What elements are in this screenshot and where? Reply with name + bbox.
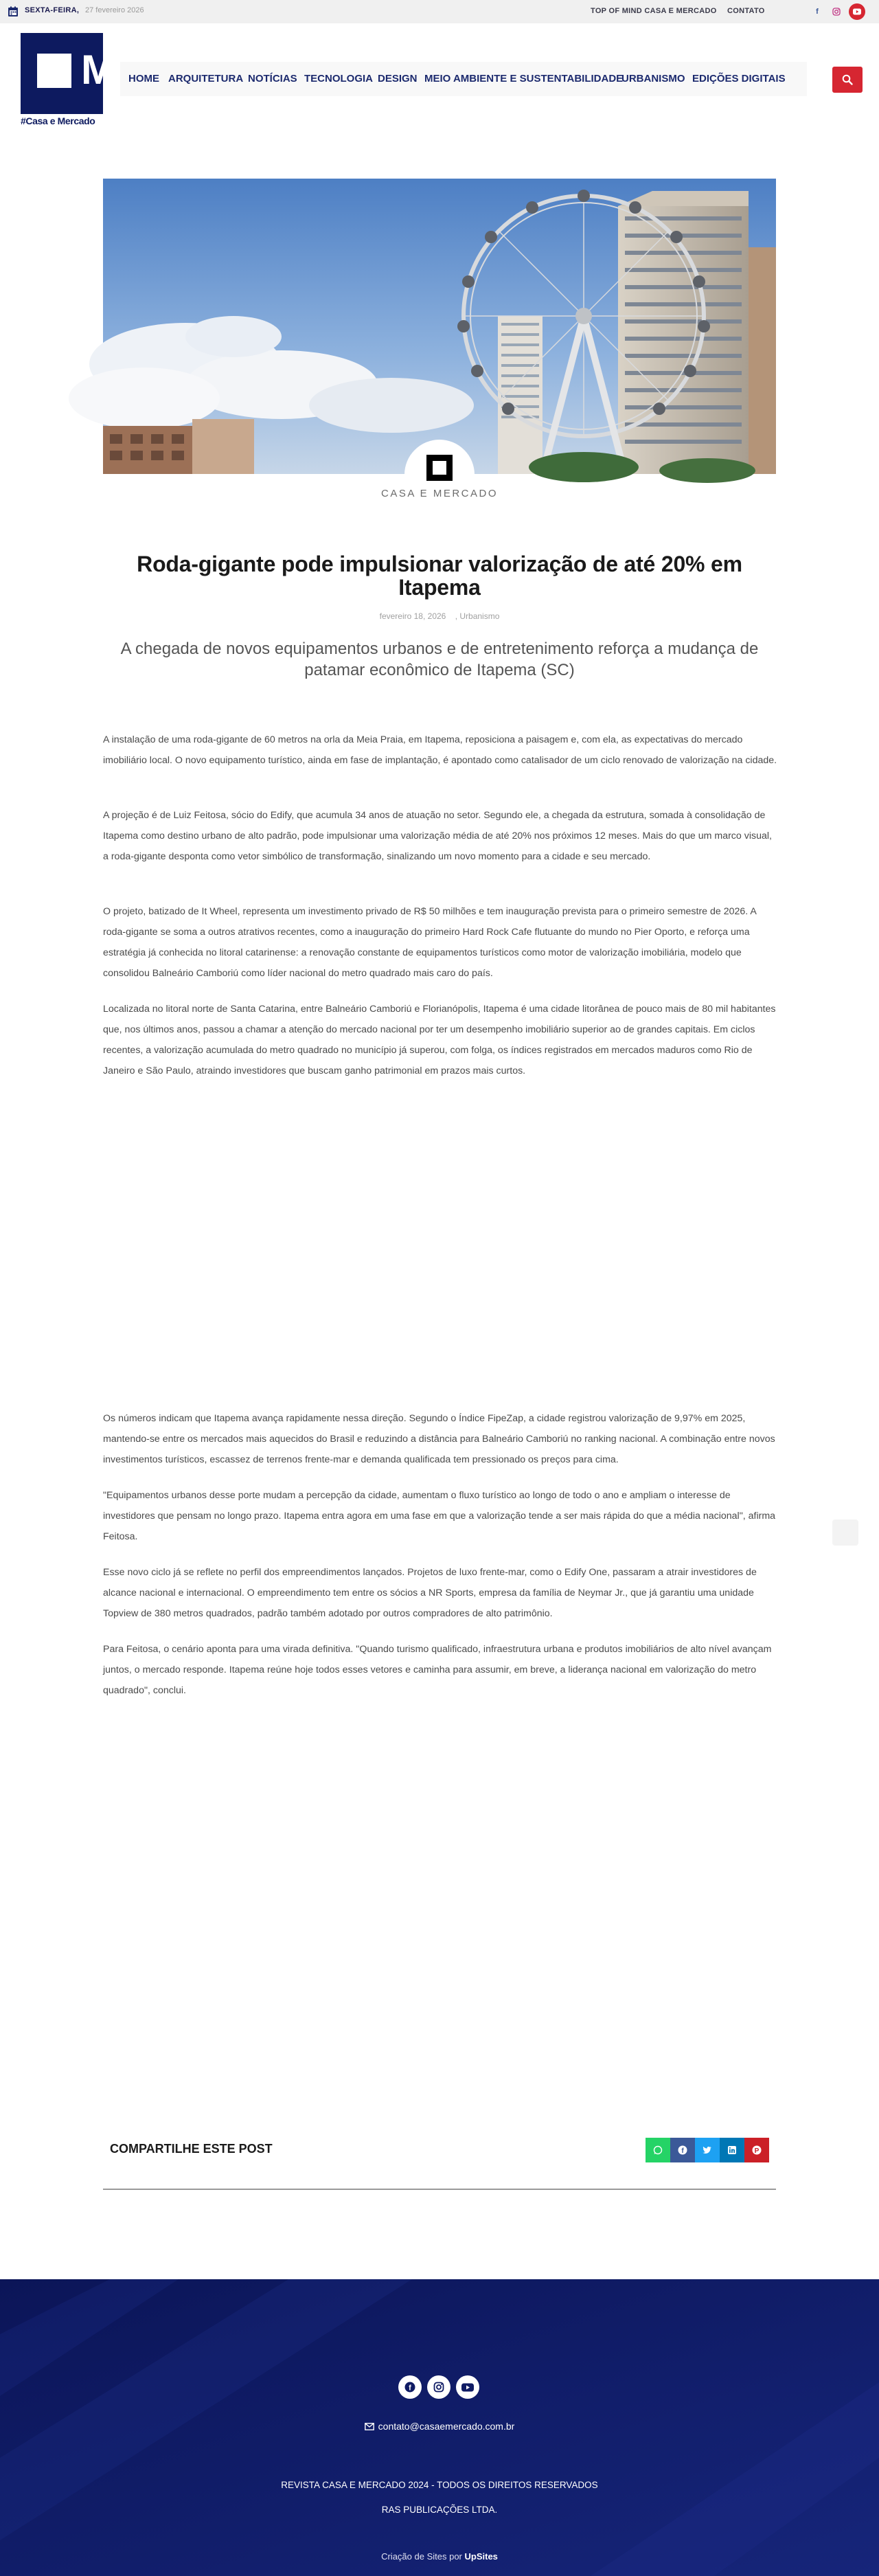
facebook-icon[interactable] [398, 2375, 422, 2399]
current-date: 27 fevereiro 2026 [85, 6, 144, 14]
search-button[interactable] [832, 67, 863, 93]
article-title: Roda-gigante pode impulsionar valorização de até 20% em Itapema [137, 552, 742, 600]
hero-image [103, 179, 776, 474]
twitter-icon [703, 2146, 712, 2154]
linkedin-icon [728, 2146, 736, 2154]
current-day: SEXTA-FEIRA, [25, 6, 80, 14]
article-subtitle: A chegada de novos equipamentos urbanos e de entretenimento reforça a mudança de patamar econômico de Itapema (SC) [120, 640, 759, 679]
share-linkedin-button[interactable] [720, 2138, 744, 2162]
svg-text:P: P [754, 2147, 760, 2155]
nav-item-tecnologia[interactable]: TECNOLOGIA [304, 73, 373, 84]
nav-item-design[interactable]: DESIGN [378, 73, 418, 84]
article-paragraph: O projeto, batizado de It Wheel, representa um investimento privado de R$ 50 milhões e tem inauguração prevista para o primeiro semestre de 2026. A roda-gigante se soma a outros atrativos recentes, como a inauguração do primeiro Hard Rock Cafe flutuante do mundo no Pier Oporto, e reforça uma estratégia já conhecida no litoral catarinense: a renovação constante de equipamentos turísticos como motor de valorização imobiliária, modelo que consolidou Balneário Camboriú como líder nacional do metro quadrado mais caro do país. [103, 906, 757, 979]
main-navigation [120, 62, 807, 96]
youtube-icon[interactable] [456, 2375, 479, 2399]
article-meta [0, 611, 879, 621]
footer-credit: Criação de Sites por UpSites [381, 2551, 498, 2562]
logo-mark: M [21, 33, 103, 114]
article-paragraph: Para Feitosa, o cenário aponta para uma virada definitiva. "Quando turismo qualificado, infraestrutura urbana e produtos imobiliários de alto nível avançam juntos, o mercado responde. Itapema reúne hoje todos esses vetores e caminha para assumir, em breve, a liderança nacional em valorização do metro quadrado", conclui. [103, 1644, 772, 1696]
contact-link[interactable]: CONTATO [727, 7, 765, 15]
nav-item-edicoes-digitais[interactable]: EDIÇÕES DIGITAIS [692, 73, 786, 84]
nav-item-noticias[interactable]: NOTÍCIAS [248, 73, 297, 84]
share-title: COMPARTILHE ESTE POST [110, 2142, 273, 2156]
pinterest-icon [752, 2145, 762, 2155]
facebook-icon [678, 2145, 687, 2155]
divider [103, 2189, 776, 2190]
site-footer [0, 2279, 879, 2576]
whatsapp-icon [653, 2145, 663, 2155]
article-paragraph: "Equipamentos urbanos desse porte mudam a percepção da cidade, aumentam o fluxo turístico ao longo de todo o ano e ampliam o interesse de investidores que pensam no longo prazo. Itapema entra agora em uma fase em que a valorização tende a ser mais rápida do que a média nacional", afirma Feitosa. [103, 1490, 776, 1542]
logo-tagline: #Casa e Mercado [21, 115, 95, 126]
share-pinterest-button[interactable] [744, 2138, 769, 2162]
footer-email[interactable]: contato@casaemercado.com.br [0, 2421, 879, 2432]
instagram-icon[interactable] [427, 2375, 450, 2399]
article-tag[interactable]: , Urbanismo [455, 611, 500, 621]
scroll-to-top-button[interactable] [832, 1519, 858, 1546]
footer-copyright: REVISTA CASA E MERCADO 2024 - TODOS OS DIREITOS RESERVADOS [281, 2480, 598, 2490]
svg-text:f: f [409, 2384, 411, 2393]
nav-item-urbanismo[interactable]: URBANISMO [621, 73, 685, 84]
youtube-icon[interactable] [849, 3, 865, 20]
facebook-icon[interactable]: f [816, 8, 819, 16]
article-paragraph: A projeção é de Luiz Feitosa, sócio do Edify, que acumula 34 anos de atuação no setor. Segundo ele, a chegada da estrutura, somada à consolidação de Itapema como destino urbano de alto padrão, pode impulsionar uma valorização média de até 20% nos próximos 12 meses. Mais do que um marco visual, a roda-gigante desponta como vetor simbólico de transformação, sinalizando um novo momento para a cidade e seu mercado. [103, 810, 772, 862]
share-facebook-button[interactable] [670, 2138, 695, 2162]
site-logo[interactable] [21, 33, 115, 129]
nav-item-home[interactable]: HOME [128, 73, 159, 84]
svg-text:f: f [681, 2147, 684, 2155]
share-twitter-button[interactable] [695, 2138, 720, 2162]
article-date: fevereiro 18, 2026 [379, 611, 446, 621]
instagram-icon[interactable] [828, 3, 845, 20]
search-icon [842, 74, 853, 85]
nav-item-meio-ambiente[interactable]: MEIO AMBIENTE E SUSTENTABILIDADE [424, 73, 624, 84]
footer-company: RAS PUBLICAÇÕES LTDA. [381, 2505, 498, 2515]
article-paragraph: Os números indicam que Itapema avança rapidamente nessa direção. Segundo o Índice FipeZap, a cidade registrou valorização de 9,97% em 2025, mantendo-se entre os mercados mais aquecidos do Brasil e reduzindo a distância para Balneário Camboriú no ranking nacional. A combinação entre novos investimentos turísticos, escassez de terrenos frente-mar e demanda qualificada tem pressionado os preços para cima. [103, 1413, 775, 1465]
article-category[interactable]: CASA E MERCADO [380, 488, 499, 499]
article-paragraph: A instalação de uma roda-gigante de 60 metros na orla da Meia Praia, em Itapema, reposiciona a paisagem e, com ela, as expectativas do mercado imobiliário local. O novo equipamento turístico, ainda em fase de implantação, é apontado como catalisador de um ciclo renovado de valorização na cidade. [103, 734, 777, 766]
top-bar [0, 0, 879, 23]
article-paragraph: Esse novo ciclo já se reflete no perfil dos empreendimentos lançados. Projetos de luxo frente-mar, como o Edify One, passaram a atrair investidores de alcance nacional e internacional. O empreendimento tem entre os sócios a NR Sports, empresa da família de Neymar Jr., que já garantiu uma unidade Topview de 380 metros quadrados, padrão também adotado por outros compradores de alto patrimônio. [103, 1567, 757, 1619]
top-of-mind-link[interactable]: TOP OF MIND CASA E MERCADO [591, 7, 717, 15]
credit-link[interactable]: UpSites [464, 2551, 498, 2562]
calendar-icon [8, 6, 19, 17]
share-whatsapp-button[interactable] [646, 2138, 670, 2162]
envelope-icon [365, 2423, 374, 2430]
nav-item-arquitetura[interactable]: ARQUITETURA [168, 73, 244, 84]
article-paragraph: Localizada no litoral norte de Santa Catarina, entre Balneário Camboriú e Florianópolis, Itapema é uma cidade litorânea de pouco mais de 80 mil habitantes que, nos últimos anos, passou a chamar a atenção do mercado nacional por ter um desempenho imobiliário superior ao de grandes capitais. Em ciclos recentes, a valorização acumulada do metro quadrado no município já superou, com folga, os índices registrados em mercados maduros como Rio de Janeiro e São Paulo, atraindo investidores que buscam ganho patrimonial em prazos mais curtos. [103, 1004, 776, 1076]
